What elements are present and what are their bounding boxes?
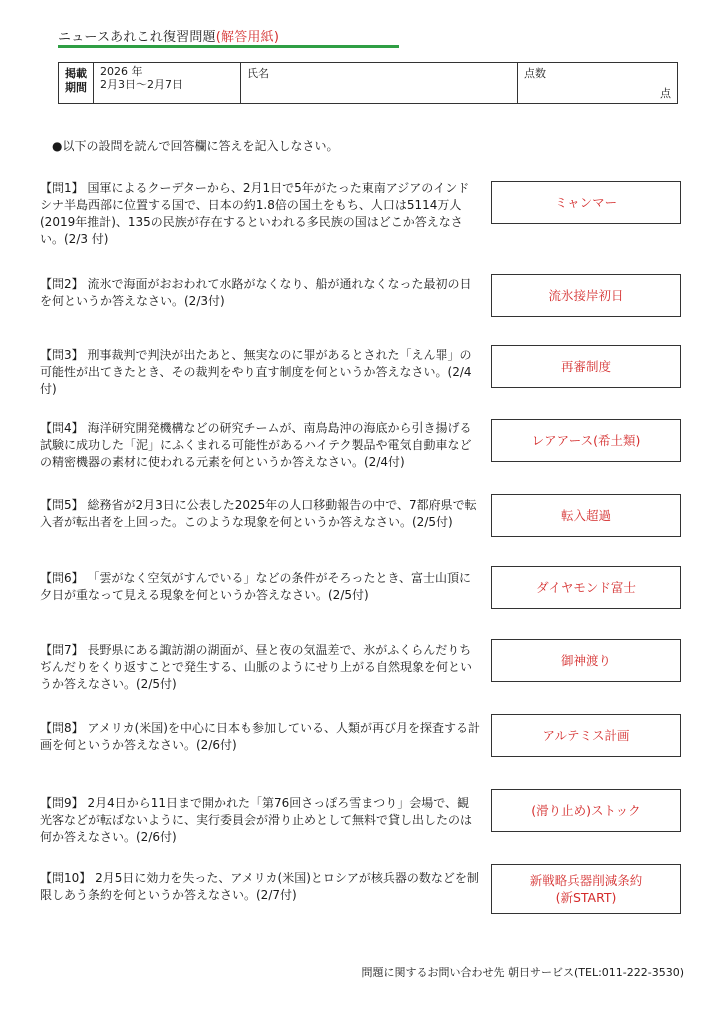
question-8: 【問8】 アメリカ(米国)を中心に日本も参加している、人類が再び月を探査する計画を何というか答えなさい。(2/6付) [40, 721, 480, 752]
period-label: 掲載期間 [59, 63, 94, 104]
answer-4: レアアース(希土類) [531, 433, 641, 448]
answer-box-3[interactable] [491, 345, 681, 388]
answer-box-10[interactable] [491, 864, 681, 914]
question-7: 【問7】 長野県にある諏訪湖の湖面が、昼と夜の気温差で、氷がふくらんだりちぢんだりをくり返すことで発生する、山脈のようにせり上がる自然現象を何というか答えなさい。(2/5付) [40, 643, 473, 691]
instruction-text: ●以下の設問を読んで回答欄に答えを記入しなさい。 [52, 139, 339, 153]
answer-8: アルテミス計画 [542, 728, 630, 743]
question-1: 【問1】 国軍によるクーデターから、2月1日で5年がたった東南アジアのインドシナ半島西部に位置する国で、日本の約1.8倍の国土をもち、人口は5114万人(2019年推計)、135の民族が存在するといわれる多民族の国はどこか答えなさい。(2/3 付) [40, 181, 470, 246]
period-cell [94, 63, 241, 104]
answer-9: (滑り止め)ストック [531, 803, 641, 818]
answer-box-4[interactable] [491, 419, 681, 462]
question-2: 【問2】 流氷で海面がおおわれて水路がなくなり、船が通れなくなった最初の日を何というか答えなさい。(2/3付) [40, 277, 472, 308]
question-9: 【問9】 2月4日から11日まで開かれた「第76回さっぽろ雪まつり」会場で、観光客などが転ばないように、実行委員会が滑り止めとして無料で貸し出したのは何か答えなさい。(2/6付) [40, 796, 473, 844]
name-label: 氏名 [247, 67, 269, 80]
answer-box-7[interactable] [491, 639, 681, 682]
answer-box-6[interactable] [491, 566, 681, 609]
title-underline [58, 45, 399, 48]
name-field[interactable] [241, 63, 518, 104]
answer-5: 転入超過 [560, 508, 611, 523]
question-5: 【問5】 総務省が2月3日に公表した2025年の人口移動報告の中で、7都府県で転入者が転出者を上回った。このような現象を何というか答えなさい。(2/5付) [40, 498, 477, 529]
answer-box-5[interactable] [491, 494, 681, 537]
answer-10-line-2: (新START) [555, 890, 617, 905]
answer-box-2[interactable] [491, 274, 681, 317]
question-6: 【問6】 「雲がなく空気がすんでいる」などの条件がそろったとき、富士山頂に夕日が重なって見える現象を何というか答えなさい。(2/5付) [40, 571, 471, 602]
answer-2: 流氷接岸初日 [548, 288, 624, 303]
info-table [58, 62, 678, 104]
answer-3: 再審制度 [560, 359, 611, 374]
contact-footer: 問題に関するお問い合わせ先 朝日サービス(TEL:011-222-3530) [361, 966, 684, 979]
title-main: ニュースあれこれ復習問題 [58, 30, 216, 45]
answer-6: ダイヤモンド富士 [536, 580, 636, 595]
period-year: 2026 年 [100, 65, 143, 78]
answer-1: ミャンマー [554, 195, 618, 210]
period-range: 2月3日～2月7日 [100, 78, 183, 91]
answer-box-1[interactable] [491, 181, 681, 224]
score-unit: 点 [660, 87, 671, 100]
answer-box-8[interactable] [491, 714, 681, 757]
question-3: 【問3】 刑事裁判で判決が出たあと、無実なのに罪があるとされた「えん罪」の可能性が出てきたとき、その裁判をやり直す制度を何というか答えなさい。(2/4付) [40, 348, 472, 396]
answer-7: 御神渡り [560, 653, 611, 668]
title-sub: (解答用紙) [215, 30, 280, 45]
score-label: 点数 [524, 67, 546, 80]
page-title [58, 26, 279, 45]
question-4: 【問4】 海洋研究開発機構などの研究チームが、南鳥島沖の海底から引き揚げる試験に成功した「泥」にふくまれる可能性があるハイテク製品や電気自動車などの精密機器の素材に使われる元素を何というか答えなさい。(2/4付) [40, 421, 472, 469]
score-field[interactable] [518, 63, 678, 104]
answer-10-line-1: 新戦略兵器削減条約 [529, 873, 643, 888]
question-10: 【問10】 2月5日に効力を失った、アメリカ(米国)とロシアが核兵器の数などを制限しあう条約を何というか答えなさい。(2/7付) [40, 871, 479, 902]
answer-box-9[interactable] [491, 789, 681, 832]
